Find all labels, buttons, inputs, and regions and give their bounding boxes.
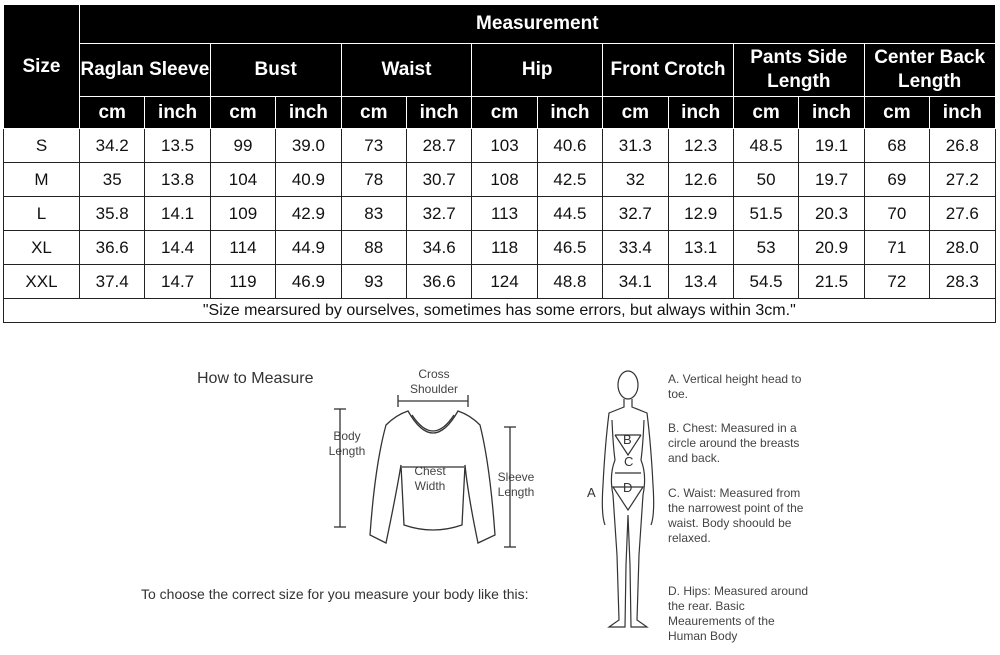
value-cell: 12.6 <box>668 163 733 197</box>
value-cell: 33.4 <box>603 231 668 265</box>
note-d: D. Hips: Measured around the rear. Basic Meaurements of the Human Body <box>668 584 809 643</box>
value-cell: 26.8 <box>930 129 996 163</box>
table-row <box>4 231 996 265</box>
value-cell: 30.7 <box>406 163 471 197</box>
note-b: B. Chest: Measured in a circle around the breasts and back. <box>668 421 800 465</box>
value-cell: 13.4 <box>668 265 733 299</box>
value-cell: 44.9 <box>276 231 341 265</box>
value-cell: 99 <box>210 129 275 163</box>
column-group-header: Center Back Length <box>864 44 995 97</box>
value-cell: 78 <box>341 163 406 197</box>
value-cell: 114 <box>210 231 275 265</box>
value-cell: 19.7 <box>799 163 864 197</box>
unit-cm-header: cm <box>733 97 798 129</box>
value-cell: 104 <box>210 163 275 197</box>
table-row <box>4 197 996 231</box>
table-row <box>4 265 996 299</box>
size-cell: XL <box>4 231 80 265</box>
value-cell: 31.3 <box>603 129 668 163</box>
value-cell: 103 <box>472 129 537 163</box>
value-cell: 51.5 <box>733 197 798 231</box>
value-cell: 119 <box>210 265 275 299</box>
size-cell: M <box>4 163 80 197</box>
value-cell: 44.5 <box>537 197 602 231</box>
measurement-title: Measurement <box>80 5 996 44</box>
unit-inch-header: inch <box>145 97 210 129</box>
value-cell: 68 <box>864 129 929 163</box>
table-note: "Size mearsured by ourselves, sometimes has some errors, but always within 3cm." <box>4 299 996 323</box>
value-cell: 34.6 <box>406 231 471 265</box>
unit-inch-header: inch <box>537 97 602 129</box>
value-cell: 48.5 <box>733 129 798 163</box>
value-cell: 28.0 <box>930 231 996 265</box>
value-cell: 19.1 <box>799 129 864 163</box>
body-length-label: Body Length <box>328 429 366 458</box>
value-cell: 54.5 <box>733 265 798 299</box>
unit-cm-header: cm <box>472 97 537 129</box>
value-cell: 12.3 <box>668 129 733 163</box>
garment-diagram <box>320 385 550 555</box>
note-a: A. Vertical height head to toe. <box>668 372 802 401</box>
value-cell: 46.5 <box>537 231 602 265</box>
value-cell: 70 <box>864 197 929 231</box>
value-cell: 21.5 <box>799 265 864 299</box>
value-cell: 13.1 <box>668 231 733 265</box>
unit-cm-header: cm <box>603 97 668 129</box>
unit-inch-header: inch <box>799 97 864 129</box>
value-cell: 36.6 <box>80 231 145 265</box>
unit-cm-header: cm <box>864 97 929 129</box>
unit-cm-header: cm <box>80 97 145 129</box>
how-to-measure-title: How to Measure <box>197 370 314 387</box>
value-cell: 48.8 <box>537 265 602 299</box>
value-cell: 12.9 <box>668 197 733 231</box>
letter-b: B <box>623 432 632 447</box>
value-cell: 20.3 <box>799 197 864 231</box>
value-cell: 108 <box>472 163 537 197</box>
value-cell: 32.7 <box>603 197 668 231</box>
value-cell: 113 <box>472 197 537 231</box>
value-cell: 69 <box>864 163 929 197</box>
value-cell: 28.7 <box>406 129 471 163</box>
value-cell: 14.1 <box>145 197 210 231</box>
value-cell: 14.4 <box>145 231 210 265</box>
value-cell: 50 <box>733 163 798 197</box>
size-chart-table <box>3 4 996 323</box>
value-cell: 53 <box>733 231 798 265</box>
instruction-text: To choose the correct size for you measure your body like this: <box>141 586 529 602</box>
table-row <box>4 163 996 197</box>
letter-a: A <box>587 485 596 500</box>
value-cell: 13.8 <box>145 163 210 197</box>
value-cell: 34.1 <box>603 265 668 299</box>
size-cell: S <box>4 129 80 163</box>
value-cell: 40.6 <box>537 129 602 163</box>
unit-cm-header: cm <box>341 97 406 129</box>
value-cell: 93 <box>341 265 406 299</box>
value-cell: 27.2 <box>930 163 996 197</box>
size-cell: L <box>4 197 80 231</box>
value-cell: 35 <box>80 163 145 197</box>
unit-inch-header: inch <box>276 97 341 129</box>
value-cell: 36.6 <box>406 265 471 299</box>
value-cell: 14.7 <box>145 265 210 299</box>
value-cell: 118 <box>472 231 537 265</box>
value-cell: 32 <box>603 163 668 197</box>
value-cell: 83 <box>341 197 406 231</box>
column-group-header: Waist <box>341 44 472 97</box>
value-cell: 20.9 <box>799 231 864 265</box>
unit-inch-header: inch <box>406 97 471 129</box>
value-cell: 88 <box>341 231 406 265</box>
value-cell: 27.6 <box>930 197 996 231</box>
value-cell: 109 <box>210 197 275 231</box>
value-cell: 72 <box>864 265 929 299</box>
sleeve-length-label: Sleeve Length <box>497 470 535 499</box>
value-cell: 42.9 <box>276 197 341 231</box>
value-cell: 13.5 <box>145 129 210 163</box>
unit-cm-header: cm <box>210 97 275 129</box>
value-cell: 71 <box>864 231 929 265</box>
value-cell: 28.3 <box>930 265 996 299</box>
chest-width-label: Chest Width <box>414 464 446 493</box>
value-cell: 46.9 <box>276 265 341 299</box>
column-group-header: Pants Side Length <box>733 44 864 97</box>
value-cell: 32.7 <box>406 197 471 231</box>
body-figure-diagram <box>595 365 665 635</box>
cross-shoulder-label: Cross Shoulder <box>409 367 459 396</box>
value-cell: 39.0 <box>276 129 341 163</box>
value-cell: 35.8 <box>80 197 145 231</box>
value-cell: 37.4 <box>80 265 145 299</box>
column-group-header: Hip <box>472 44 603 97</box>
value-cell: 73 <box>341 129 406 163</box>
value-cell: 34.2 <box>80 129 145 163</box>
unit-inch-header: inch <box>930 97 996 129</box>
column-group-header: Bust <box>210 44 341 97</box>
letter-d: D <box>623 480 633 495</box>
letter-c: C <box>624 454 634 469</box>
size-header: Size <box>4 5 80 129</box>
column-group-header: Front Crotch <box>603 44 734 97</box>
table-row <box>4 129 996 163</box>
value-cell: 40.9 <box>276 163 341 197</box>
size-cell: XXL <box>4 265 80 299</box>
value-cell: 124 <box>472 265 537 299</box>
value-cell: 42.5 <box>537 163 602 197</box>
unit-inch-header: inch <box>668 97 733 129</box>
column-group-header: Raglan Sleeve <box>80 44 211 97</box>
note-c: C. Waist: Measured from the narrowest point of the waist. Body shoould be relaxed. <box>668 486 804 545</box>
